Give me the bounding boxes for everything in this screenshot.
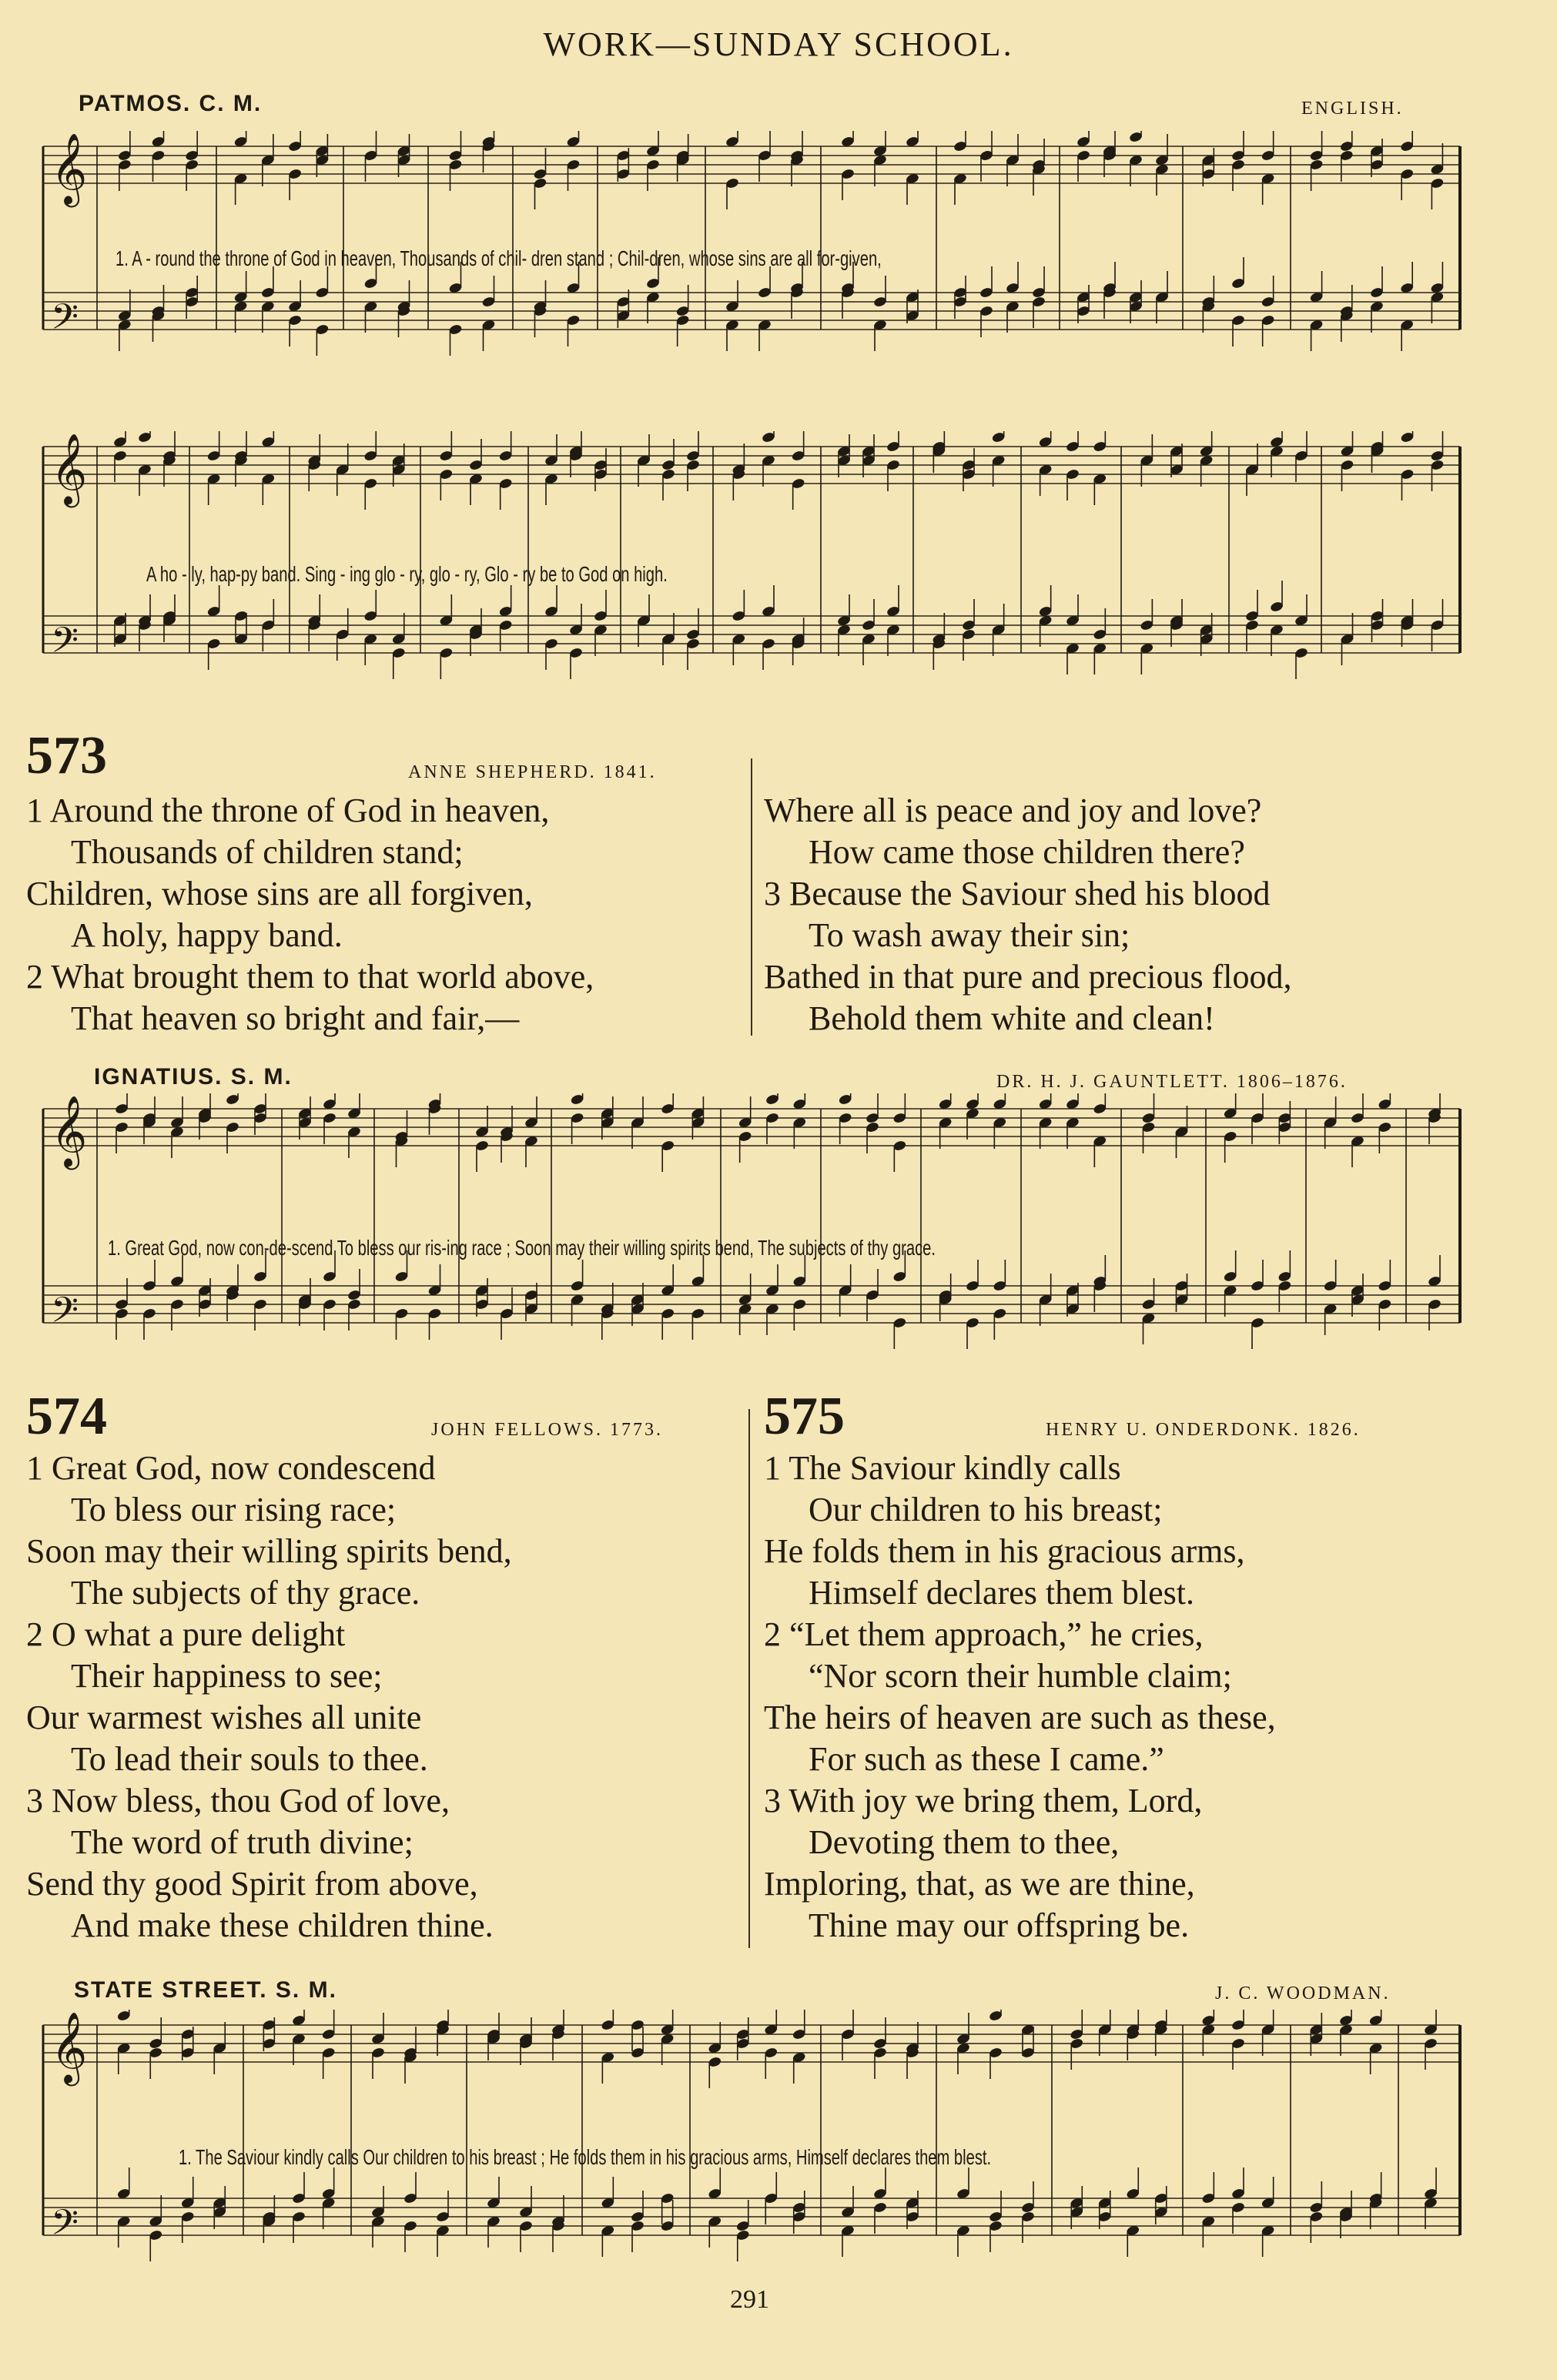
composer-patmos: ENGLISH. [1301,99,1404,119]
verse-line: Thousands of children stand; [71,833,464,871]
bass-clef-icon: 𝄢 [51,296,79,346]
verse-line: And make these children thine. [71,1906,494,1944]
verse-line: How came those children there? [809,833,1245,871]
verse-line: The heirs of heaven are such as these, [764,1699,1276,1736]
verse-line: 3 With joy we bring them, Lord, [764,1782,1203,1819]
verse-line: “Nor scorn their humble claim; [809,1657,1232,1695]
verse-line: 2 “Let them approach,” he cries, [764,1615,1204,1653]
verse-line: Himself declares them blest. [809,1574,1194,1612]
hymn-number-574: 574 [26,1387,107,1446]
verse-line: The word of truth divine; [71,1823,414,1861]
verse-line: Thine may our offspring be. [809,1906,1190,1944]
verse-line: Imploring, that, as we are thine, [764,1865,1195,1903]
verse-line: 2 What brought them to that world above, [26,958,594,996]
hymn-author-575: HENRY U. ONDERDONK. 1826. [1046,1420,1361,1440]
tune-name-state-street: STATE STREET. S. M. [74,1977,337,2003]
verse-line: Devoting them to thee, [809,1823,1120,1861]
verse-line: He folds them in his gracious arms, [764,1532,1245,1570]
bass-clef-icon: 𝄢 [51,1290,79,1340]
hymn-number-573: 573 [26,726,107,785]
hymn-text-573-col2 [764,790,1534,1039]
hymn-text-573-col1 [26,790,742,1039]
hymn-author-574: JOHN FELLOWS. 1773. [431,1420,663,1440]
verse-line: For such as these I came.” [809,1740,1164,1778]
verse-line: Children, whose sins are all forgiven, [26,875,533,912]
verse-line: Bathed in that pure and precious flood, [764,958,1292,996]
verse-line: 1 The Saviour kindly calls [764,1449,1121,1487]
verse-line: To lead their souls to thee. [71,1740,428,1778]
composer-state-street: J. C. WOODMAN. [1215,1983,1391,2003]
lyric-underlay-state-street: 1. The Saviour kindly calls Our children to his breast ; He folds them in his gracious arms, Himself declares them blest. [179,2145,992,2169]
verse-line: Our children to his breast; [809,1491,1163,1528]
tune-name-ignatius: IGNATIUS. S. M. [94,1064,293,1090]
lyric-underlay-ignatius: 1. Great God, now con-de-scend To bless our ris-ing race ; Soon may their willing spirits bend, The subjects of thy grace. [108,1236,936,1260]
verse-line: Where all is peace and joy and love? [764,792,1262,829]
verse-line: 1 Great God, now condescend [26,1449,436,1487]
verse-line: 3 Because the Saviour shed his blood [764,875,1271,912]
lyric-underlay-patmos-2: A ho - ly, hap-py band. Sing - ing glo - ry, glo - ry, Glo - ry be to God on high. [146,562,668,586]
verse-line: Send thy good Spirit from above, [26,1865,478,1903]
verse-line: The subjects of thy grace. [71,1574,420,1612]
verse-line: To bless our rising race; [71,1491,397,1528]
verse-line: A holy, happy band. [71,916,343,954]
treble-clef-icon: 𝄞 [51,1095,88,1167]
hymn-text-574 [26,1448,742,1947]
column-divider [751,758,752,1036]
lyric-underlay-patmos-1: 1. A - round the throne of God in heaven, Thousands of chil- dren stand ; Chil-dren, whose sins are all for-given, [116,246,882,270]
verse-line: Behold them white and clean! [809,999,1215,1037]
verse-line: 2 O what a pure delight [26,1615,346,1653]
verse-line: To wash away their sin; [809,916,1130,954]
bass-clef-icon: 𝄢 [51,620,79,670]
treble-clef-icon: 𝄞 [51,433,88,504]
treble-clef-icon: 𝄞 [51,132,88,204]
verse-line: 1 Around the throne of God in heaven, [26,792,550,829]
page-number: 291 [730,2285,769,2314]
column-divider [748,1409,750,1948]
tune-name-patmos: PATMOS. C. M. [79,91,263,116]
hymn-text-575 [764,1448,1534,1947]
composer-ignatius: DR. H. J. GAUNTLETT. 1806–1876. [996,1072,1348,1092]
hymn-author-573: ANNE SHEPHERD. 1841. [408,762,657,782]
page-header: WORK—SUNDAY SCHOOL. [543,25,1014,63]
verse-line: Soon may their willing spirits bend, [26,1532,512,1570]
treble-clef-icon: 𝄞 [51,2011,88,2083]
hymn-number-575: 575 [764,1387,845,1446]
verse-line: That heaven so bright and fair,— [71,999,520,1037]
verse-line: Their happiness to see; [71,1657,383,1695]
bass-clef-icon: 𝄢 [51,2202,79,2252]
verse-line: Our warmest wishes all unite [26,1699,422,1736]
verse-line: 3 Now bless, thou God of love, [26,1782,450,1819]
